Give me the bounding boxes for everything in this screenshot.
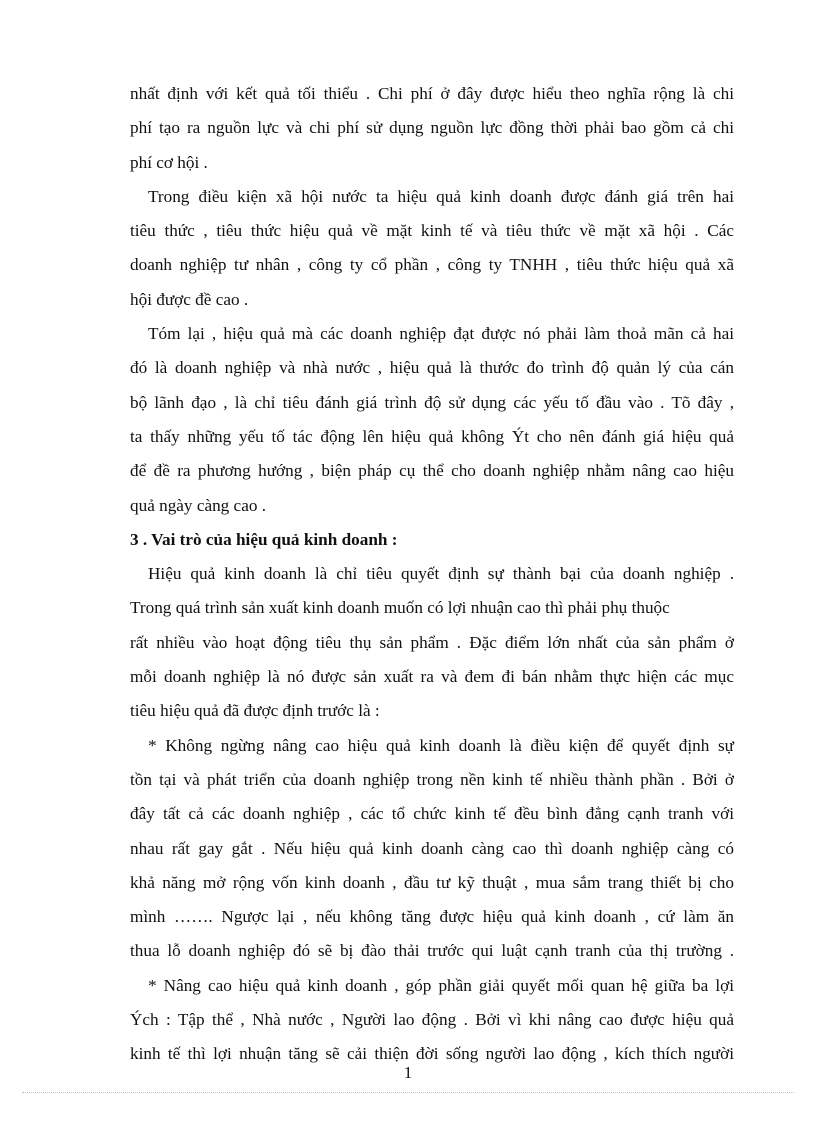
- text-line: nhất định với kết quả tối thiểu . Chi phí ở đây được hiểu theo nghĩa rộng là chi: [130, 84, 734, 103]
- text-line: để đề ra phương hướng , biện pháp cụ thể cho doanh nghiệp nhằm nâng cao hiệu: [130, 461, 734, 481]
- section-heading: 3 . Vai trò của hiệu quả kinh doanh :: [130, 529, 398, 549]
- text-line: khả năng mở rộng vốn kinh doanh , đầu tư kỹ thuật , mua sắm trang thiết bị cho: [130, 872, 734, 892]
- text-line: đó là doanh nghiệp và nhà nước , hiệu quả là thước đo trình độ quản lý của cán: [130, 358, 734, 378]
- text-line: bộ lãnh đạo , là chỉ tiêu đánh giá trình độ sử dụng các yếu tố đầu vào . Tõ đây ,: [130, 392, 734, 412]
- text-line: tồn tại và phát triển của doanh nghiệp trong nền kinh tế nhiều thành phần . Bởi ở: [130, 769, 734, 789]
- footer-divider: [22, 1092, 794, 1093]
- text-line: đây tất cả các doanh nghiệp , các tổ chức kinh tế đều bình đẳng cạnh tranh với: [130, 804, 734, 824]
- text-line: Ých : Tập thể , Nhà nước , Người lao động . Bởi vì khi nâng cao được hiệu quả: [130, 1010, 734, 1030]
- text-line: hội được đề cao .: [130, 289, 249, 309]
- text-line: thua lỗ doanh nghiệp đó sẽ bị đào thải trước qui luật cạnh tranh của thị trường .: [130, 941, 734, 961]
- text-line: Trong điều kiện xã hội nước ta hiệu quả kinh doanh được đánh giá trên hai: [148, 186, 734, 206]
- text-line: * Nâng cao hiệu quả kinh doanh , góp phần giải quyết mối quan hệ giữa ba lợi: [148, 975, 734, 995]
- text-line: phí cơ hội .: [130, 152, 208, 172]
- text-line: rất nhiều vào hoạt động tiêu thụ sản phẩm . Đặc điểm lớn nhất của sản phẩm ở: [130, 632, 734, 652]
- document-body: [130, 77, 734, 1072]
- page-number: 1: [403, 1063, 413, 1082]
- text-line: ta thấy những yếu tố tác động lên hiệu quả không Ýt cho nên đánh giá hiệu quả: [130, 426, 734, 446]
- text-line: Tóm lại , hiệu quả mà các doanh nghiệp đạt được nó phải làm thoả mãn cả hai: [148, 324, 734, 344]
- text-line: phí tạo ra nguồn lực và chi phí sử dụng nguồn lực đồng thời phải bao gồm cả chi: [130, 118, 734, 138]
- text-line: tiêu thức , tiêu thức hiệu quả về mặt kinh tế và tiêu thức về mặt xã hội . Các: [130, 221, 734, 241]
- text-line: quả ngày càng cao .: [130, 495, 267, 515]
- text-line: nhau rất gay gắt . Nếu hiệu quả kinh doanh càng cao thì doanh nghiệp càng có: [130, 838, 734, 858]
- text-line: tiêu hiệu quả đã được định trước là :: [130, 701, 380, 721]
- text-line: Hiệu quả kinh doanh là chỉ tiêu quyết định sự thành bại của doanh nghiệp .: [148, 564, 734, 584]
- text-line: * Không ngừng nâng cao hiệu quả kinh doanh là điều kiện để quyết định sự: [148, 735, 734, 755]
- text-line: Trong quá trình sản xuất kinh doanh muốn có lợi nhuận cao thì phải phụ thuộc: [130, 598, 670, 618]
- text-line: mình ……. Ngược lại , nếu không tăng được hiệu quả kinh doanh , cứ làm ăn: [130, 907, 734, 927]
- text-line: doanh nghiệp tư nhân , công ty cổ phần , công ty TNHH , tiêu thức hiệu quả xã: [130, 255, 734, 275]
- text-line: kinh tế thì lợi nhuận tăng sẽ cải thiện đời sống người lao động , kích thích người: [130, 1044, 734, 1064]
- text-line: mỗi doanh nghiệp là nó được sản xuất ra và đem đi bán nhằm thực hiện các mục: [130, 667, 734, 687]
